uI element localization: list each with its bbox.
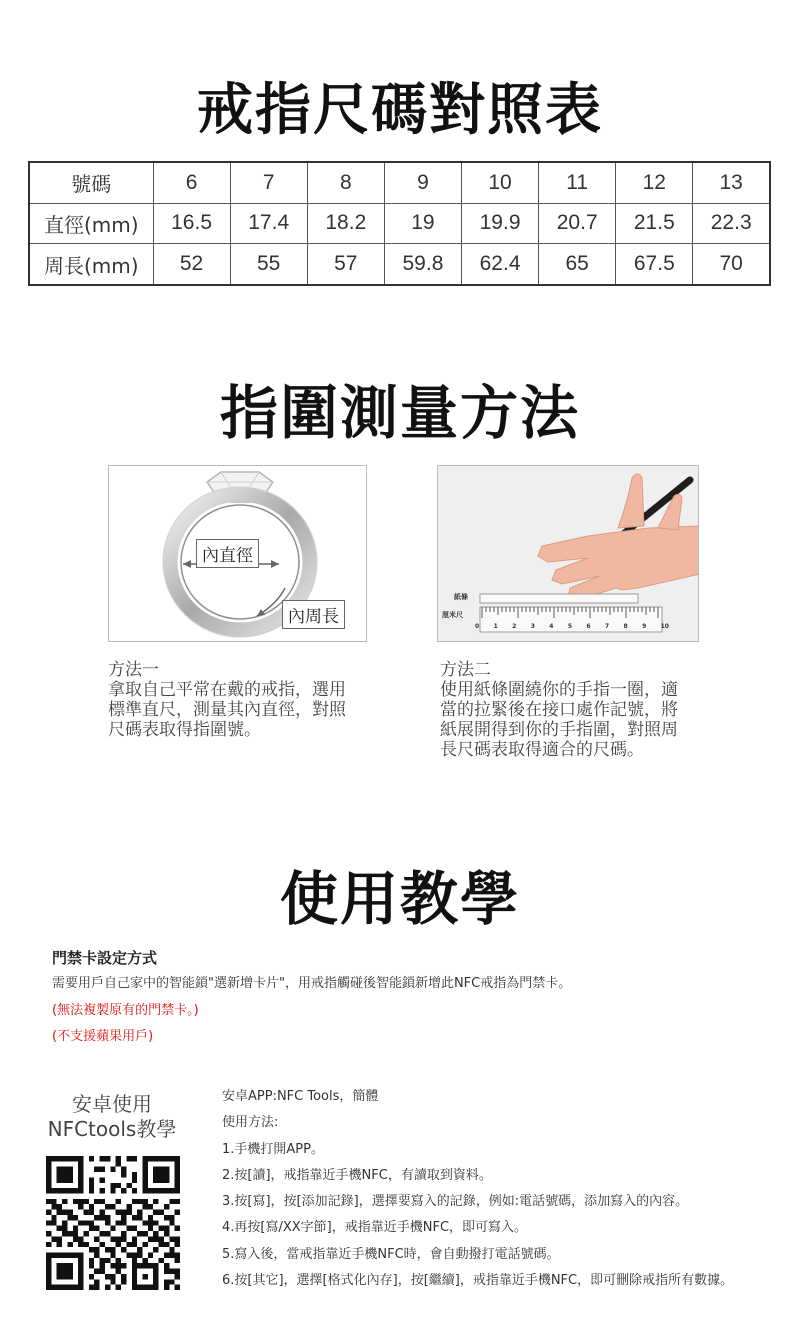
ruler-number: 7 <box>604 623 610 630</box>
table-cell: 67.5 <box>616 244 693 285</box>
table-cell: 59.8 <box>384 244 461 285</box>
row-label: 直徑(mm) <box>29 203 153 244</box>
hand-measure-image <box>437 465 699 642</box>
method-line: 當的拉緊後在接口處作記號，將 <box>440 700 678 720</box>
table-cell: 52 <box>153 244 230 285</box>
row-label: 周長(mm) <box>29 244 153 285</box>
table-cell: 8 <box>307 162 384 203</box>
method-two <box>440 660 702 760</box>
instruction-line: 6.按[其它]，選擇[格式化內存]，按[繼續]，戒指靠近手機NFC，即可刪除戒指所有數據。 <box>222 1273 734 1289</box>
ruler-label: 厘米尺 <box>442 611 463 619</box>
ruler-numbers <box>475 623 669 630</box>
instruction-line: 5.寫入後，當戒指靠近手機NFC時，會自動撥打電話號碼。 <box>222 1246 560 1262</box>
table-cell: 12 <box>616 162 693 203</box>
ruler-number: 4 <box>549 623 554 630</box>
table-cell: 10 <box>462 162 539 203</box>
size-chart-table <box>28 161 771 286</box>
method-title: 方法二 <box>440 660 491 680</box>
nfctools-label: NFCtools教學 <box>47 1117 177 1141</box>
table-cell: 65 <box>539 244 616 285</box>
method-line: 拿取自己平常在戴的戒指，選用 <box>108 680 346 700</box>
instruction-line: 1.手機打開APP。 <box>222 1141 324 1157</box>
method-line: 尺碼表取得指圍號。 <box>108 720 261 740</box>
instruction-line: 3.按[寫]，按[添加記錄]，選擇要寫入的記錄，例如:電話號碼，添加寫入的內容。 <box>222 1194 689 1210</box>
warning-note: (不支援蘋果用戶) <box>52 1029 154 1044</box>
table-cell: 55 <box>230 244 307 285</box>
size-chart-title: 戒指尺碼對照表 <box>197 78 603 143</box>
table-cell: 9 <box>384 162 461 203</box>
inner-diameter-label: 內直徑 <box>196 539 259 568</box>
method-line: 標準直尺，測量其內直徑，對照 <box>108 700 346 720</box>
table-cell: 22.3 <box>693 203 770 244</box>
nfc-tools-instructions <box>222 1087 733 1297</box>
hand-icon <box>438 466 699 642</box>
method-line: 長尺碼表取得適合的尺碼。 <box>440 740 644 760</box>
instruction-line: 安卓APP:NFC Tools，簡體 <box>222 1089 379 1104</box>
method-line: 紙展開得到你的手指圍，對照周 <box>440 720 678 740</box>
instruction-line: 使用方法: <box>222 1115 279 1131</box>
instruction-line: 4.再按[寫/XX字節]，戒指靠近手機NFC，即可寫入。 <box>222 1220 528 1236</box>
row-label: 號碼 <box>29 162 153 203</box>
table-cell: 70 <box>693 244 770 285</box>
table-cell: 6 <box>153 162 230 203</box>
ruler-number: 0 <box>475 623 480 630</box>
tutorial-title: 使用教學 <box>279 865 520 933</box>
table-cell: 13 <box>693 162 770 203</box>
method-title: 方法一 <box>108 660 159 680</box>
table-row <box>29 203 770 244</box>
ruler-number: 10 <box>660 623 669 630</box>
ruler-number: 5 <box>567 623 572 630</box>
ruler-number: 2 <box>512 623 517 630</box>
ruler-number: 3 <box>530 623 535 630</box>
paper-strip-label: 紙條 <box>454 593 468 601</box>
inner-circumference-label: 內周長 <box>282 600 345 629</box>
qr-code-icon <box>46 1156 180 1290</box>
method-one <box>108 660 370 740</box>
access-card-description: 需要用戶自己家中的智能鎖"選新增卡片"，用戒指觸碰後智能鎖新增此NFC戒指為門禁卡。 <box>52 976 572 991</box>
warning-note: (無法複製原有的門禁卡。) <box>52 1003 199 1018</box>
table-cell: 57 <box>307 244 384 285</box>
table-cell: 17.4 <box>230 203 307 244</box>
table-cell: 11 <box>539 162 616 203</box>
ring-diagram <box>108 465 367 642</box>
instruction-line: 2.按[讀]，戒指靠近手機NFC，有讀取到資料。 <box>222 1167 492 1183</box>
ruler-number: 8 <box>623 623 628 630</box>
ruler-number: 1 <box>493 623 498 630</box>
table-cell: 18.2 <box>307 203 384 244</box>
ruler-number: 6 <box>586 623 591 630</box>
table-cell: 16.5 <box>153 203 230 244</box>
table-cell: 19.9 <box>462 203 539 244</box>
table-row <box>29 162 770 203</box>
table-cell: 20.7 <box>539 203 616 244</box>
ruler-number: 9 <box>642 623 647 630</box>
table-row <box>29 244 770 285</box>
android-label: 安卓使用 <box>72 1092 152 1116</box>
table-cell: 62.4 <box>462 244 539 285</box>
table-cell: 21.5 <box>616 203 693 244</box>
method-line: 使用紙條圍繞你的手指一圈，適 <box>440 680 678 700</box>
measure-title: 指圍測量方法 <box>219 379 580 447</box>
table-cell: 7 <box>230 162 307 203</box>
table-cell: 19 <box>384 203 461 244</box>
access-card-title: 門禁卡設定方式 <box>52 949 158 967</box>
